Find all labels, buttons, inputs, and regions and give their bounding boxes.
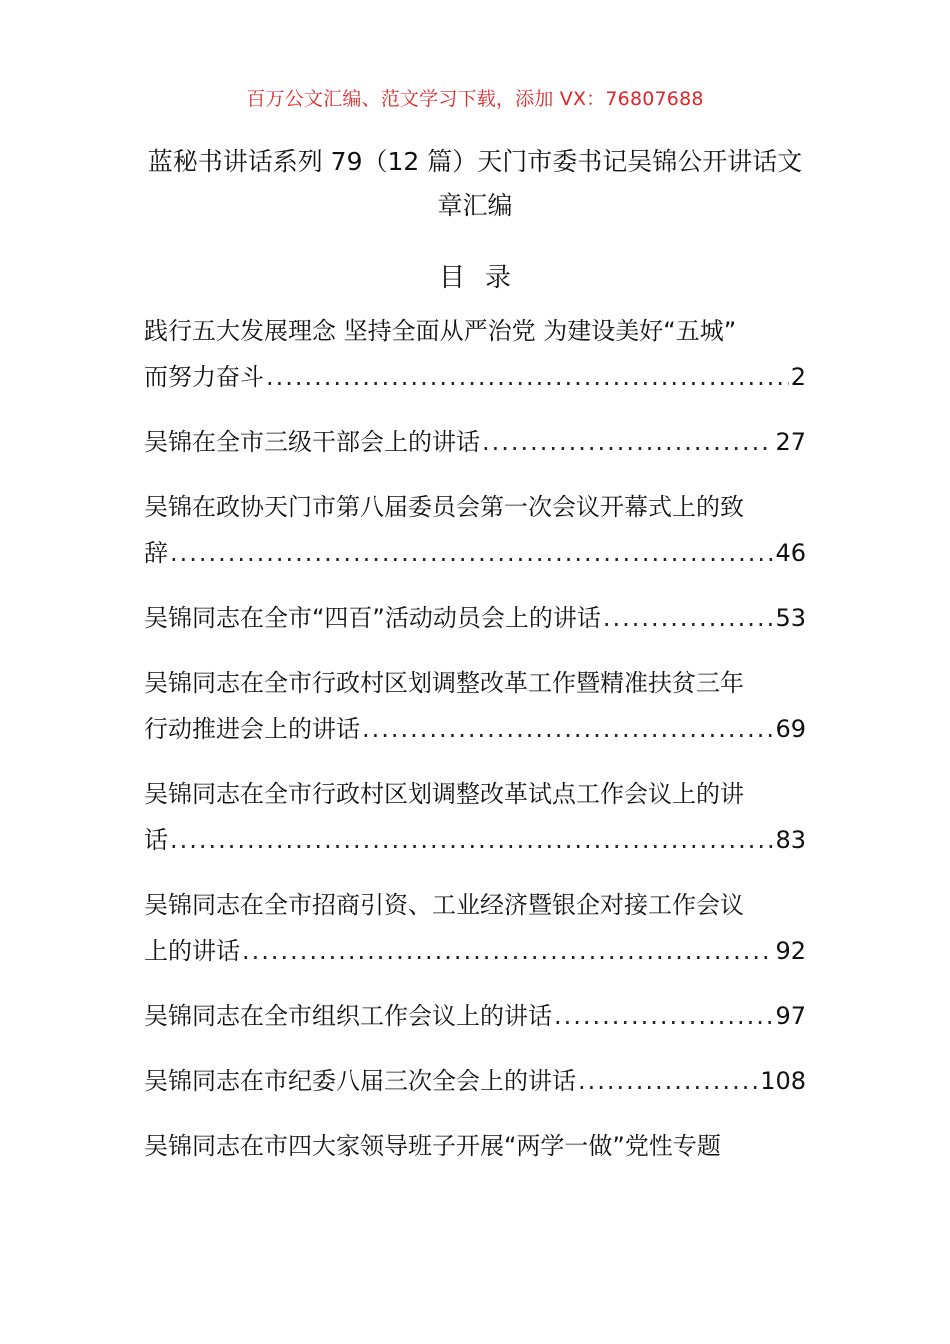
toc-page-number: 83 [775,826,806,854]
toc-entry-title: 而努力奋斗 [144,363,264,391]
toc-entry-title: 吴锦同志在全市招商引资、工业经济暨银企对接工作会议 [144,891,744,919]
toc-entry[interactable] [144,771,806,863]
toc-entry-title: 吴锦同志在全市行政村区划调整改革工作暨精准扶贫三年 [144,669,744,697]
toc-dot-leader [482,419,773,465]
toc-page-number: 27 [775,428,806,456]
toc-dot-leader [242,928,773,974]
toc-entry-title: 吴锦同志在全市行政村区划调整改革试点工作会议上的讲 [144,780,744,808]
toc-page-number: 92 [775,937,806,965]
toc-entry-title: 上的讲话 [144,937,240,965]
toc-entry[interactable] [144,1123,806,1169]
toc-entry-title: 践行五大发展理念 坚持全面从严治党 为建设美好“五城” [144,317,737,345]
toc-entry-last-line [144,928,806,974]
toc-entry-title: 辞 [144,539,168,567]
table-of-contents [144,308,806,1188]
toc-entry-title: 吴锦在全市三级干部会上的讲话 [144,428,480,456]
toc-page-number: 108 [760,1067,806,1095]
toc-dot-leader [170,817,773,863]
toc-entry[interactable] [144,1058,806,1104]
toc-entry-title: 吴锦在政协天门市第八届委员会第一次会议开幕式上的致 [144,493,744,521]
toc-entry-last-line [144,706,806,752]
toc-dot-leader [554,993,773,1039]
toc-dot-leader [362,706,773,752]
toc-entry[interactable] [144,484,806,576]
toc-page-number: 69 [775,715,806,743]
toc-entry-last-line [144,595,806,641]
toc-entry-title: 吴锦同志在市纪委八届三次全会上的讲话 [144,1067,576,1095]
toc-entry[interactable] [144,993,806,1039]
toc-heading: 目录 [438,263,531,293]
toc-entry-last-line [144,530,806,576]
toc-page-number: 2 [790,363,806,391]
toc-dot-leader [266,354,789,400]
toc-page-number: 97 [775,1002,806,1030]
toc-page-number: 46 [775,539,806,567]
document-title-line: 蓝秘书讲话系列 79（12 篇）天门市委书记吴锦公开讲话文 [147,147,803,176]
toc-entry-last-line [144,354,806,400]
toc-entry-last-line [144,817,806,863]
toc-dot-leader [578,1058,758,1104]
toc-entry-title: 吴锦同志在全市“四百”活动动员会上的讲话 [144,604,601,632]
toc-entry-title: 话 [144,826,168,854]
toc-entry-title: 吴锦同志在市四大家领导班子开展“两学一做”党性专题 [144,1132,721,1160]
toc-entry-last-line [144,993,806,1039]
toc-entry-last-line [144,1058,806,1104]
document-title [140,140,810,228]
document-title-line: 章汇编 [437,191,513,220]
toc-entry[interactable] [144,660,806,752]
toc-entry-title: 行动推进会上的讲话 [144,715,360,743]
promo-banner: 百万公文汇编、范文学习下载，添加 VX：76807688 [246,88,704,110]
toc-entry-last-line [144,419,806,465]
toc-entry[interactable] [144,419,806,465]
toc-dot-leader [170,530,773,576]
toc-page-number: 53 [775,604,806,632]
toc-entry[interactable] [144,882,806,974]
toc-entry[interactable] [144,595,806,641]
toc-entry-title: 吴锦同志在全市组织工作会议上的讲话 [144,1002,552,1030]
toc-dot-leader [603,595,774,641]
toc-entry[interactable] [144,308,806,400]
